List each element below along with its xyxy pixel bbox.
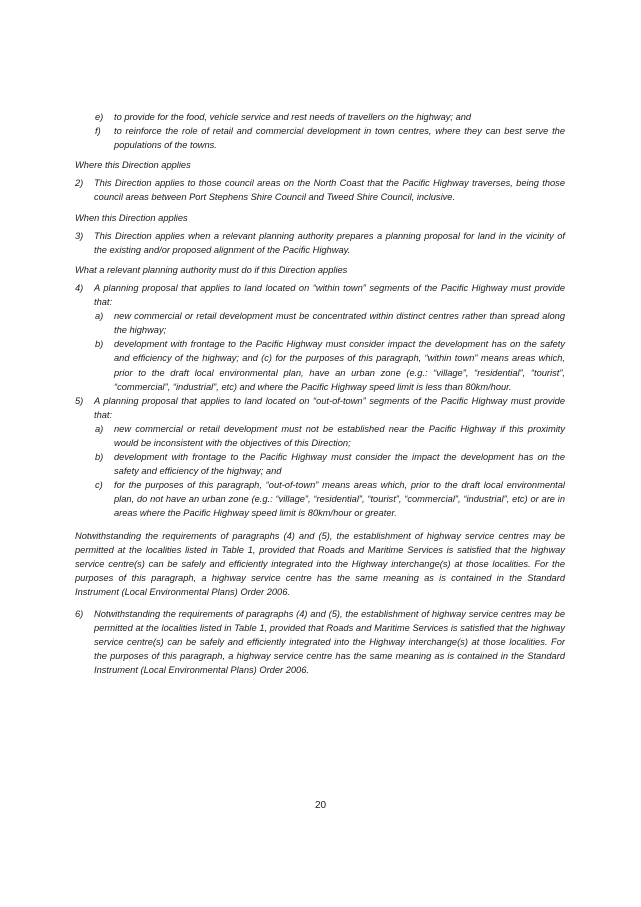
clause-3 <box>75 229 565 257</box>
heading-what-authority-must-do: What a relevant planning authority must do if this Direction applies <box>75 264 348 275</box>
clause-5-item-b <box>95 450 565 478</box>
clause-4-item-a <box>95 309 565 337</box>
notwithstanding-paragraph: Notwithstanding the requirements of paragraphs (4) and (5), the establishment of highway service centres may be permitted at the localities listed in Table 1, provided that Roads and Maritime Services is satisfied that the highway service centre(s) can be safely and efficiently integrated into the Highway interchange(s) at those localities. For the purposes of this paragraph, a highway service centre has the same meaning as is contained in the Standard Instrument (Local Environmental Plans) Order 2006. <box>75 530 565 597</box>
clause-5 <box>75 394 565 422</box>
item-text: to provide for the food, vehicle service and rest needs of travellers on the highway; and <box>114 112 472 122</box>
clause-2 <box>75 176 565 204</box>
item-text: new commercial or retail development must be concentrated within distinct centres rather than spread along the highway; <box>114 311 565 336</box>
clause-4-item-b <box>95 337 565 393</box>
item-label: c) <box>95 480 103 491</box>
page-body <box>75 110 565 677</box>
item-label: a) <box>95 423 104 434</box>
item-text: to reinforce the role of retail and commercial development in town centres, where they can best serve the populations of the towns. <box>114 126 565 151</box>
item-text: development with frontage to the Pacific Highway must consider the impact the development has on the safety and efficiency of the highway; and <box>114 452 565 477</box>
clause-5-item-a <box>95 422 565 450</box>
clause-label: 5) <box>75 395 84 406</box>
clause-text: A planning proposal that applies to land located on “out-of-town” segments of the Pacific Highway must provide that: <box>94 395 565 420</box>
clause-text: Notwithstanding the requirements of paragraphs (4) and (5), the establishment of highway service centres may be permitted at the localities listed in Table 1, provided that Roads and Maritime Services is satisfied that the highway service centre(s) can be safely and efficiently integrated into the Highway interchange(s) at those localities. For the purposes of this paragraph, a highway service centre has the same meaning as is contained in the Standard Instrument (Local Environmental Plans) Order 2006. <box>94 609 565 676</box>
clause-text: A planning proposal that applies to land located on “within town” segments of the Pacific Highway must provide that: <box>94 282 565 308</box>
item-text: new commercial or retail development must not be established near the Pacific Highway if this proximity would be inconsistent with the objectives of this Direction; <box>114 423 565 448</box>
item-label: e) <box>95 112 104 122</box>
clause-4 <box>75 281 565 309</box>
clause-text: This Direction applies to those council areas on the North Coast that the Pacific Highway traverses, being those council areas between Port Stephens Shire Council and Tweed Shire Council, inclusive. <box>94 178 565 203</box>
clause-label: 6) <box>75 609 84 619</box>
list-item-e <box>95 110 565 124</box>
page-number: 20 <box>314 800 327 811</box>
clause-6 <box>75 607 565 677</box>
item-label: b) <box>95 339 104 350</box>
item-label: b) <box>95 452 104 463</box>
item-text: development with frontage to the Pacific Highway must consider impact the development has on the safety and efficiency of the highway; and (c) for the purposes of this paragraph, “within town” means areas which, prior to the draft local environmental plan, have an urban zone (e.g.: “village”, “residential”, “tourist”, “commercial”, “industrial”, etc) and where the Pacific Highway speed limit is less than 80km/hour. <box>114 339 565 392</box>
clause-text: This Direction applies when a relevant planning authority prepares a planning proposal for land in the vicinity of the existing and/or proposed alignment of the Pacific Highway. <box>94 230 565 255</box>
heading-when-applies: When this Direction applies <box>75 212 188 223</box>
list-item-f <box>95 124 565 152</box>
heading-where-applies: Where this Direction applies <box>75 160 191 171</box>
clause-5-item-c <box>95 478 565 520</box>
clause-label: 3) <box>75 230 84 241</box>
clause-label: 4) <box>75 282 84 293</box>
item-label: f) <box>95 126 101 137</box>
clause-label: 2) <box>75 178 84 189</box>
item-label: a) <box>95 311 104 322</box>
item-text: for the purposes of this paragraph, “out-of-town” means areas which, prior to the draft local environmental plan, do not have an urban zone (e.g.: “village”, “residential”, “tourist”, “commercial”, “industrial”, etc) or are in areas where the Pacific Highway speed limit is 80km/hour or greater. <box>114 480 565 519</box>
